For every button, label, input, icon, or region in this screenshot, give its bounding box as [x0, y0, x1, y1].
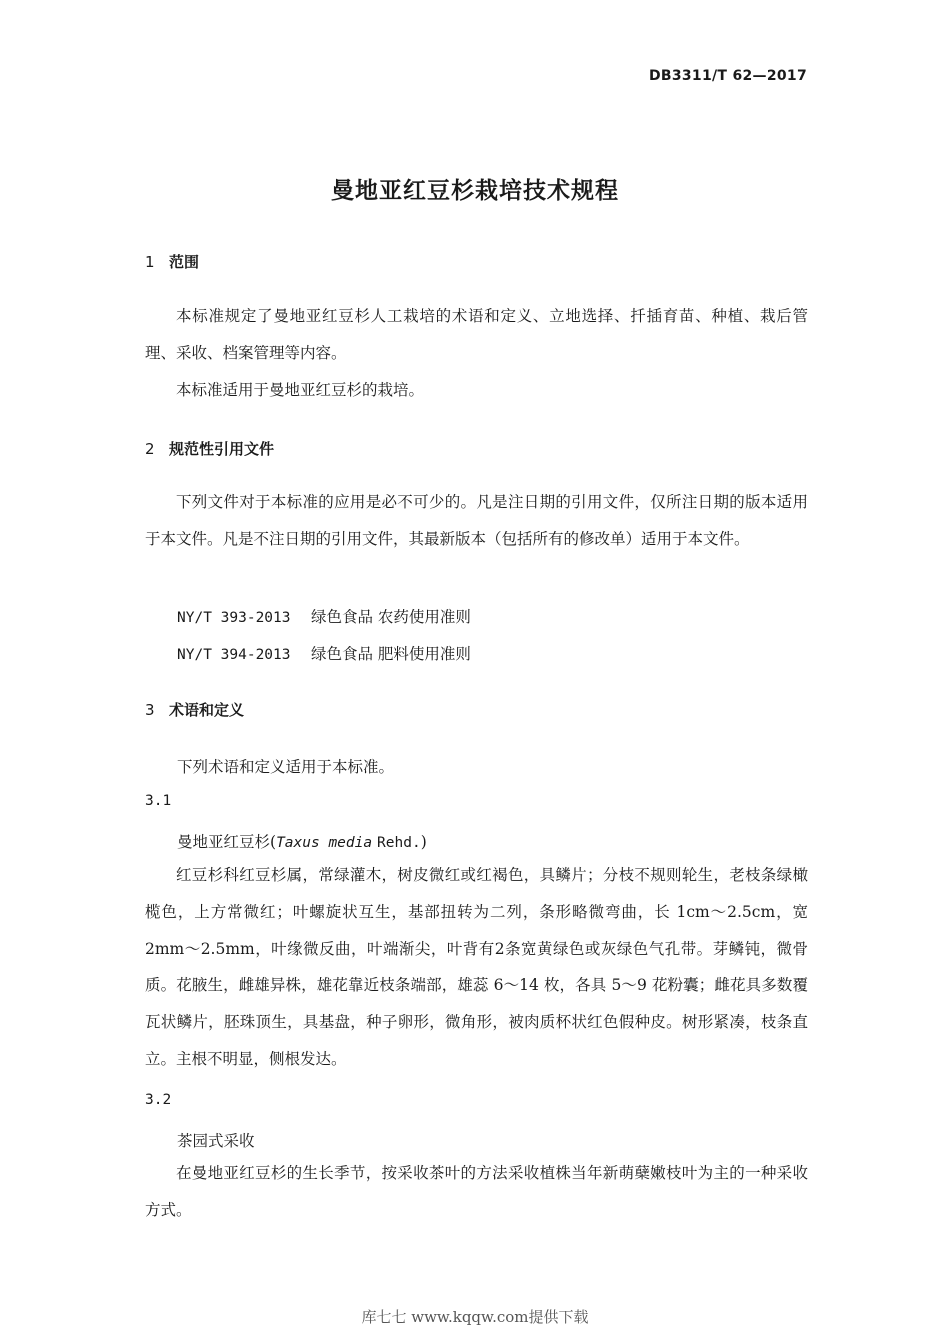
- reference-title: 绿色食品 农药使用准则: [311, 608, 471, 626]
- section-number: 2: [145, 440, 155, 458]
- footer-watermark: 库七七 www.kqqw.com提供下载: [361, 1308, 589, 1326]
- section-title: 规范性引用文件: [169, 440, 275, 458]
- term-name: 曼地亚红豆杉(Taxus media Rehd.): [177, 833, 427, 851]
- section-heading-scope: [145, 251, 199, 272]
- reference-item: [177, 605, 471, 627]
- term-author: Rehd.: [377, 835, 421, 851]
- term-definition: 在曼地亚红豆杉的生长季节，按采收茶叶的方法采收植株当年新萌蘖嫩枝叶为主的一种采收方式。: [145, 1164, 808, 1219]
- term-number: 3.2: [145, 1092, 172, 1108]
- section-number: 3: [145, 701, 155, 719]
- term-name-zh: 曼地亚红豆杉: [177, 833, 271, 851]
- reference-code: NY/T 394-2013: [177, 647, 291, 663]
- paragraph: 下列文件对于本标准的应用是必不可少的。凡是注日期的引用文件，仅所注日期的版本适用于本文件。凡是不注日期的引用文件，其最新版本（包括所有的修改单）适用于本文件。: [145, 493, 808, 548]
- section-heading-normative-references: [145, 438, 274, 459]
- document-title: 曼地亚红豆杉栽培技术规程: [331, 178, 619, 204]
- reference-code: NY/T 393-2013: [177, 610, 291, 626]
- terms-intro: 下列术语和定义适用于本标准。: [177, 758, 395, 776]
- section-title: 术语和定义: [169, 701, 245, 719]
- reference-title: 绿色食品 肥料使用准则: [311, 645, 471, 663]
- section-title: 范围: [169, 253, 200, 271]
- standard-code: DB3311/T 62—2017: [648, 68, 807, 84]
- section-heading-terms: [145, 699, 244, 720]
- term-name: 茶园式采收: [177, 1132, 255, 1150]
- term-number: 3.1: [145, 793, 172, 809]
- term-definition: 红豆杉科红豆杉属，常绿灌木，树皮微红或红褐色，具鳞片；分枝不规则轮生，老枝条绿橄榄色，上方常微红；叶螺旋状互生，基部扭转为二列，条形略微弯曲，长 1cm～2.5cm，宽2mm～2.5mm，叶缘微反曲，叶端渐尖，叶背有2条宽黄绿色或灰绿色气孔带。芽鳞钝，微骨质。花腋生，雌雄异株，雄花靠近枝条端部，雄蕊 6～14 枚，各具 5～9 花粉囊；雌花具多数覆瓦状鳞片，胚珠顶生，具基盘，种子卵形，微角形，被肉质杯状红色假种皮。树形紧凑，枝条直立。主根不明显，侧根发达。: [145, 866, 808, 1068]
- paragraph: 本标准规定了曼地亚红豆杉人工栽培的术语和定义、立地选择、扦插育苗、种植、栽后管理、采收、档案管理等内容。: [145, 307, 808, 362]
- reference-item: [177, 642, 471, 664]
- section-number: 1: [145, 253, 155, 271]
- paragraph: 本标准适用于曼地亚红豆杉的栽培。: [176, 381, 425, 399]
- term-latin-name: Taxus media: [276, 835, 373, 851]
